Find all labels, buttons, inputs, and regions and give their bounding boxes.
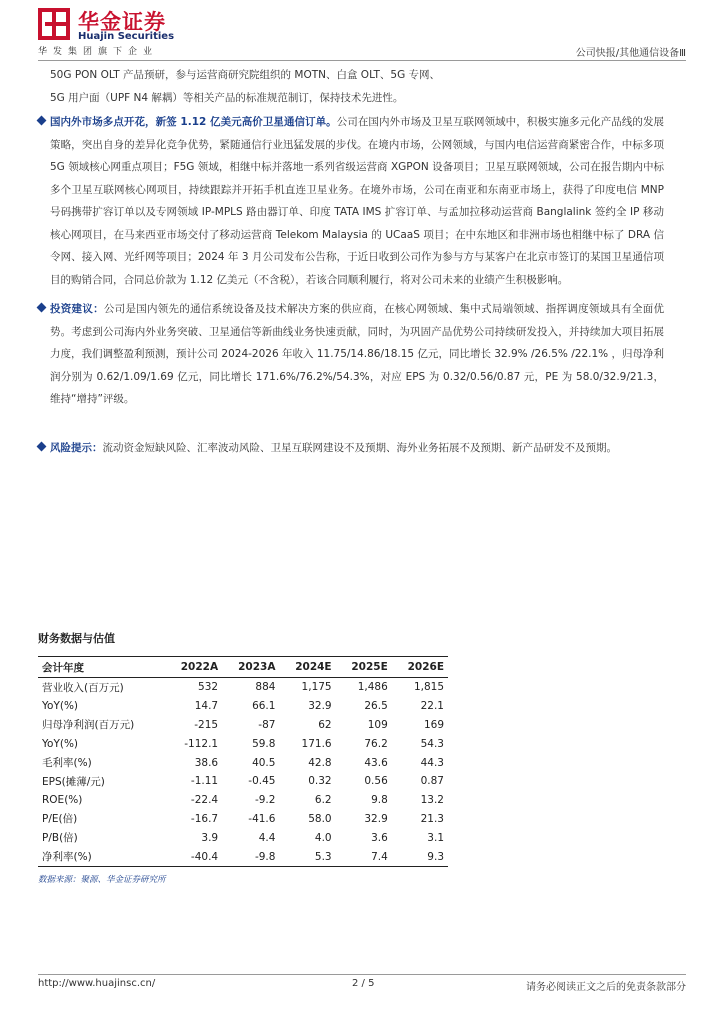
table-cell: 0.32 bbox=[308, 775, 332, 788]
group-tagline: 华发集团旗下企业 bbox=[38, 47, 159, 57]
market-paragraph bbox=[38, 111, 664, 291]
risk-paragraph bbox=[38, 437, 664, 460]
row-label: 归母净利润(百万元) bbox=[42, 719, 135, 732]
data-source-note: 数据来源：聚源、华金证券研究所 bbox=[38, 875, 166, 885]
table-cell: 59.8 bbox=[252, 737, 276, 750]
page-number: 2 / 5 bbox=[352, 978, 375, 989]
table-cell: 54.3 bbox=[420, 737, 444, 750]
logo-chinese-name: 华金证券 bbox=[78, 10, 166, 34]
intro-line-1: 50G PON OLT 产品预研，参与运营商研究院组织的 MOTN、白盒 OLT、5G 专网、 bbox=[50, 69, 441, 81]
diamond-bullet-icon bbox=[37, 303, 47, 313]
table-cell: 9.8 bbox=[371, 794, 388, 807]
table-cell: -112.1 bbox=[184, 737, 219, 750]
row-label: 毛利率(%) bbox=[42, 757, 92, 770]
table-row bbox=[38, 772, 448, 791]
column-header: 2024E bbox=[279, 657, 335, 678]
table-cell: 26.5 bbox=[364, 700, 388, 713]
row-label: EPS(摊薄/元) bbox=[42, 775, 105, 788]
table-cell: 58.0 bbox=[308, 812, 332, 825]
table-cell: 6.2 bbox=[314, 794, 332, 807]
investment-paragraph bbox=[38, 298, 664, 411]
row-label: 净利率(%) bbox=[38, 847, 165, 866]
table-cell: -9.8 bbox=[222, 847, 279, 866]
table-cell: 22.1 bbox=[420, 700, 444, 713]
table-cell: 44.3 bbox=[420, 756, 444, 769]
column-header: 会计年度 bbox=[38, 657, 165, 678]
table-cell: 9.3 bbox=[392, 847, 448, 866]
table-cell: 109 bbox=[367, 718, 388, 731]
logo-english-name: Huajin Securities bbox=[78, 31, 175, 42]
row-label: YoY(%) bbox=[42, 737, 79, 750]
table-cell: -16.7 bbox=[190, 812, 219, 825]
risk-body: 流动资金短缺风险、汇率波动风险、卫星互联网建设不及预期、海外业务拓展不及预期、新产品研发不及预期。 bbox=[102, 441, 617, 454]
table-cell: 1,815 bbox=[413, 681, 444, 694]
table-row bbox=[38, 734, 448, 753]
table-cell: 40.5 bbox=[252, 756, 276, 769]
diamond-bullet-icon bbox=[37, 441, 47, 451]
table-cell: 1,175 bbox=[301, 681, 332, 694]
table-cell: 0.87 bbox=[420, 775, 444, 788]
diamond-bullet-icon bbox=[37, 116, 47, 126]
market-body: 公司在国内外市场及卫星互联网领域中，积极实施多元化产品线的发展策略，突出自身的差异化竞争优势，紧随通信行业迅猛发展的步伐。在境内市场，公网领域，与国内电信运营商紧密合作，中标多项5G 领域核心网重点项目；F5G 领域，相继中标并落地一系列省级运营商 XGPON 设备项目；卫星互联网领域，公司在报告期内中标多个卫星互联网核心网项目，持续跟踪并开拓手机直连卫星业务。在境外市场，公司在南亚和东南亚市场上，获得了印度电信 MNP 号码携带扩容订单以及专网领域 IP-MPLS 路由器订单、印度 TATA IMS 扩容订单、与孟加拉移动运营商 Banglalink 签约全 IP 移动核心网项目，在马来西亚市场交付了移动运营商 Telekom Malaysia 的 UCaaS 项目；在中东地区和非洲市场也相继中标了 DRA 信令网、接入网、光纤网等项目；2024 年 3 月公司发布公告称，于近日收到公司作为参与方与某客户在北京市签订的某国卫星通信项目的购销合同，合同总价款为 1.12 亿美元（不含税），若该合同顺利履行，将对公司未来的业绩产生积极影响。 bbox=[50, 116, 665, 286]
table-cell: 13.2 bbox=[420, 794, 444, 807]
row-label: P/E(倍) bbox=[42, 813, 78, 826]
table-cell: 38.6 bbox=[194, 756, 219, 769]
table-cell: 76.2 bbox=[364, 737, 388, 750]
table-cell: -22.4 bbox=[190, 794, 219, 807]
table-cell: 4.0 bbox=[314, 831, 332, 844]
header-divider bbox=[38, 60, 686, 61]
market-lead: 国内外市场多点开花，新签 1.12 亿美元高价卫星通信订单。 bbox=[50, 116, 337, 128]
table-cell: 3.6 bbox=[371, 831, 388, 844]
table-cell: 42.8 bbox=[308, 756, 332, 769]
table-row bbox=[38, 828, 448, 847]
table-row bbox=[38, 847, 448, 866]
table-cell: 3.9 bbox=[201, 831, 219, 844]
table-row bbox=[38, 697, 448, 716]
table-cell: -9.2 bbox=[254, 794, 276, 807]
table-cell: 14.7 bbox=[194, 700, 219, 713]
table-cell: -0.45 bbox=[248, 775, 276, 788]
table-cell: -1.11 bbox=[190, 775, 219, 788]
table-cell: 62 bbox=[318, 718, 332, 731]
table-header-row bbox=[38, 657, 448, 678]
report-body bbox=[38, 64, 664, 459]
table-cell: -87 bbox=[258, 718, 276, 731]
table-cell: 32.9 bbox=[308, 700, 332, 713]
website-link[interactable]: http://www.huajinsc.cn/ bbox=[38, 978, 156, 989]
table-cell: 884 bbox=[255, 681, 276, 694]
column-header: 2023A bbox=[222, 657, 279, 678]
table-row bbox=[38, 810, 448, 829]
table-row bbox=[38, 716, 448, 735]
table-cell: -40.4 bbox=[165, 847, 222, 866]
intro-line-2: 5G 用户面（UPF N4 解耦）等相关产品的标准规范制订，保持技术先进性。 bbox=[50, 91, 404, 104]
report-category: 公司快报/其他通信设备Ⅲ bbox=[575, 48, 686, 59]
investment-body: 公司是国内领先的通信系统设备及技术解决方案的供应商，在核心网领域、集中式局端领域、指挥调度领域具有全面优势。考虑到公司海内外业务突破、卫星通信等新曲线业务快速贡献，同时，为巩固产品优势公司持续研发投入，并持续加大项目拓展力度，我们调整盈利预测，预计公司 2024-2026 年收入 11.75/14.86/18.15 亿元，同比增长 32.9% /26.5% /22.1% ，归母净利润分别为 0.62/1.09/1.69 亿元，同比增长 171.6%/76.2%/54.3%，对应 EPS 为 0.32/0.56/0.87 元，PE 为 58.0/32.9/21.3，维持“增持”评级。 bbox=[50, 303, 665, 405]
table-cell: 171.6 bbox=[301, 737, 332, 750]
row-label: ROE(%) bbox=[42, 794, 83, 807]
risk-lead: 风险提示： bbox=[50, 441, 103, 454]
column-header: 2026E bbox=[392, 657, 448, 678]
table-cell: 66.1 bbox=[252, 700, 276, 713]
table-cell: 3.1 bbox=[427, 831, 444, 844]
column-header: 2022A bbox=[165, 657, 222, 678]
financials-table bbox=[38, 656, 448, 867]
row-label: YoY(%) bbox=[42, 700, 79, 713]
financials-title: 财务数据与估值 bbox=[38, 632, 115, 645]
table-cell: -215 bbox=[194, 718, 219, 731]
table-cell: 532 bbox=[198, 681, 219, 694]
table-cell: 32.9 bbox=[364, 812, 388, 825]
table-cell: 21.3 bbox=[420, 812, 444, 825]
table-cell: 1,486 bbox=[357, 681, 388, 694]
table-cell: 5.3 bbox=[279, 847, 335, 866]
table-cell: 7.4 bbox=[336, 847, 392, 866]
investment-lead: 投资建议： bbox=[50, 303, 104, 315]
row-label: 营业收入(百万元) bbox=[42, 681, 124, 694]
table-cell: 169 bbox=[423, 718, 444, 731]
table-cell: 0.56 bbox=[364, 775, 388, 788]
table-cell: 4.4 bbox=[258, 831, 276, 844]
row-label: P/B(倍) bbox=[42, 832, 78, 845]
table-row bbox=[38, 678, 448, 697]
footer-divider bbox=[38, 974, 686, 975]
table-row bbox=[38, 753, 448, 772]
huajin-logo-icon bbox=[38, 8, 70, 40]
table-cell: -41.6 bbox=[248, 812, 276, 825]
page-header bbox=[38, 6, 686, 60]
table-row bbox=[38, 791, 448, 810]
table-cell: 43.6 bbox=[364, 756, 388, 769]
disclaimer-note: 请务必阅读正文之后的免责条款部分 bbox=[526, 982, 686, 993]
column-header: 2025E bbox=[336, 657, 392, 678]
